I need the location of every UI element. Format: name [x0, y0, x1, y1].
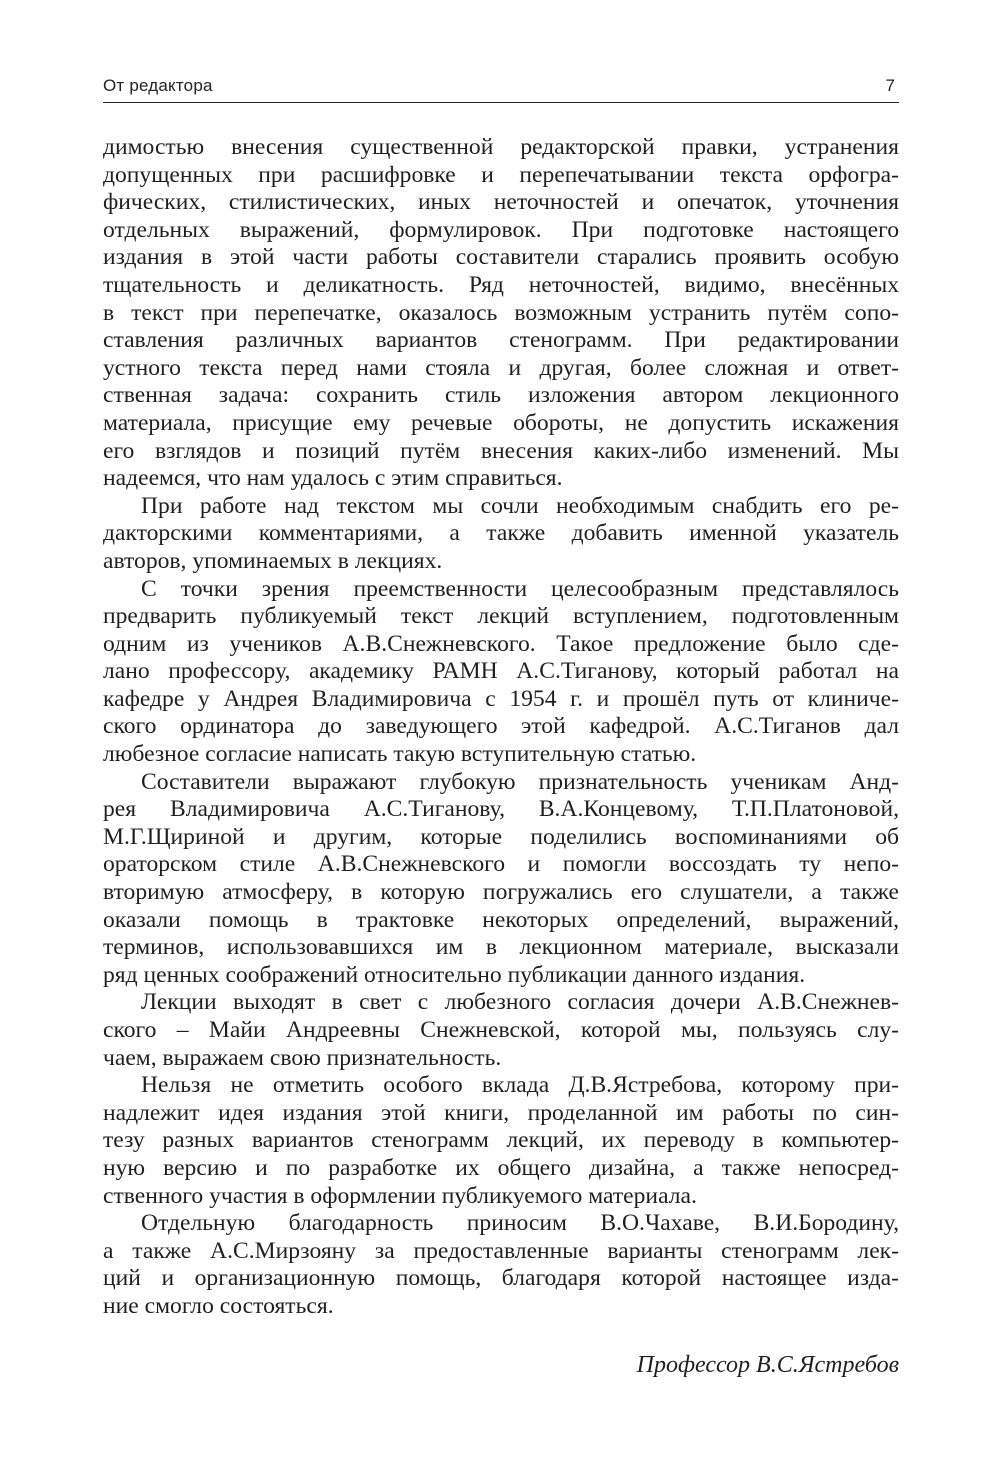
text-line: издания в этой части работы составители старались проявить особую [103, 244, 899, 271]
text-line: ряд ценных соображений относительно публикации данного издания. [103, 961, 806, 988]
text-line: его взглядов и позиций путём внесения каких-либо изменений. Мы [103, 437, 899, 464]
text-line: устного текста перед нами стояла и другая, более сложная и ответ- [103, 354, 899, 381]
text-line: в текст при перепечатке, оказалось возможным устранить путём сопо- [103, 299, 899, 326]
paragraph-7 [103, 1210, 899, 1320]
text-line: материала, присущие ему речевые обороты, не допустить искажения [103, 409, 899, 436]
text-line: ского – Майи Андреевны Снежневской, которой мы, пользуясь слу- [103, 1017, 899, 1043]
text-line: ского ординатора до заведующего этой кафедрой. А.С.Тиганов дал [103, 713, 899, 740]
body-text [103, 134, 899, 1321]
text-line: Составители выражают глубокую признательность ученикам Анд- [141, 768, 899, 795]
text-line: рея Владимировича А.С.Тиганову, В.А.Концевому, Т.П.Платоновой, [103, 796, 899, 823]
text-line: любезное согласие написать такую вступительную статью. [103, 741, 697, 768]
text-line: С точки зрения преемственности целесообразным представлялось [141, 575, 899, 602]
text-line: ставления различных вариантов стенограмм. При редактировании [103, 327, 899, 354]
text-line: предварить публикуемый текст лекций вступлением, подготовленным [103, 603, 899, 630]
text-line: фических, стилистических, иных неточностей и опечаток, уточнения [103, 189, 899, 216]
text-line: тезу разных вариантов стенограмм лекций, их переводу в компьютер- [103, 1127, 899, 1154]
text-line: Лекции выходят в свет с любезного согласия дочери А.В.Снежнев- [141, 989, 899, 1016]
text-line: ораторском стиле А.В.Снежневского и помогли воссоздать ту непо- [103, 851, 899, 878]
text-line: оказали помощь в трактовке некоторых определений, выражений, [103, 906, 899, 933]
text-line: авторов, упоминаемых в лекциях. [103, 547, 443, 574]
paragraph-4 [103, 769, 899, 990]
text-line: а также А.С.Мирзояну за предоставленные варианты стенограмм лек- [103, 1237, 899, 1264]
text-line: М.Г.Щириной и другим, которые поделились воспоминаниями об [103, 823, 899, 850]
text-line: дакторскими комментариями, а также добавить именной указатель [103, 520, 899, 547]
text-line: допущенных при расшифровке и перепечатывании текста орфогра- [103, 161, 899, 188]
text-line: вторимую атмосферу, в которую погружались его слушатели, а также [103, 879, 899, 906]
text-line: ственная задача: сохранить стиль изложения автором лекционного [103, 382, 899, 409]
text-line: надеемся, что нам удалось с этим справиться. [103, 465, 563, 492]
text-line: кафедре у Андрея Владимировича с 1954 г. и прошёл путь от клиниче- [103, 685, 899, 712]
signature: Профессор В.С.Ястребов [636, 1352, 899, 1378]
text-line: ние смогло состояться. [103, 1292, 334, 1319]
running-header [103, 76, 899, 103]
paragraph-3 [103, 576, 899, 769]
text-line: лано профессору, академику РАМН А.С.Тиганову, который работал на [103, 658, 899, 685]
header-section-title: От редактора [103, 76, 213, 95]
paragraph-5 [103, 989, 899, 1072]
text-line: димостью внесения существенной редакторской правки, устранения [103, 134, 899, 160]
text-line: ственного участия в оформлении публикуемого материала. [103, 1182, 697, 1209]
text-line: Отдельную благодарность приносим В.О.Чахаве, В.И.Бородину, [141, 1210, 899, 1237]
text-line: одним из учеников А.В.Снежневского. Такое предложение было сде- [103, 630, 899, 657]
text-line: терминов, использовавшихся им в лекционном материале, высказали [103, 934, 899, 961]
text-line: ций и организационную помощь, благодаря которой настоящее изда- [103, 1265, 899, 1292]
paragraph-6 [103, 1072, 899, 1210]
paragraph-2 [103, 493, 899, 576]
text-line: надлежит идея издания этой книги, проделанной им работы по син- [103, 1099, 899, 1126]
text-line: Нельзя не отметить особого вклада Д.В.Ястребова, которому при- [141, 1072, 899, 1099]
text-line: чаем, выражаем свою признательность. [103, 1044, 502, 1071]
text-line: отдельных выражений, формулировок. При подготовке настоящего [103, 216, 899, 243]
text-line: ную версию и по разработке их общего дизайна, а также непосред- [103, 1154, 899, 1181]
page-number: 7 [885, 76, 895, 95]
text-line: При работе над текстом мы сочли необходимым снабдить его ре- [141, 492, 899, 519]
text-line: тщательность и деликатность. Ряд неточностей, видимо, внесённых [103, 271, 899, 298]
paragraph-1 [103, 134, 899, 493]
